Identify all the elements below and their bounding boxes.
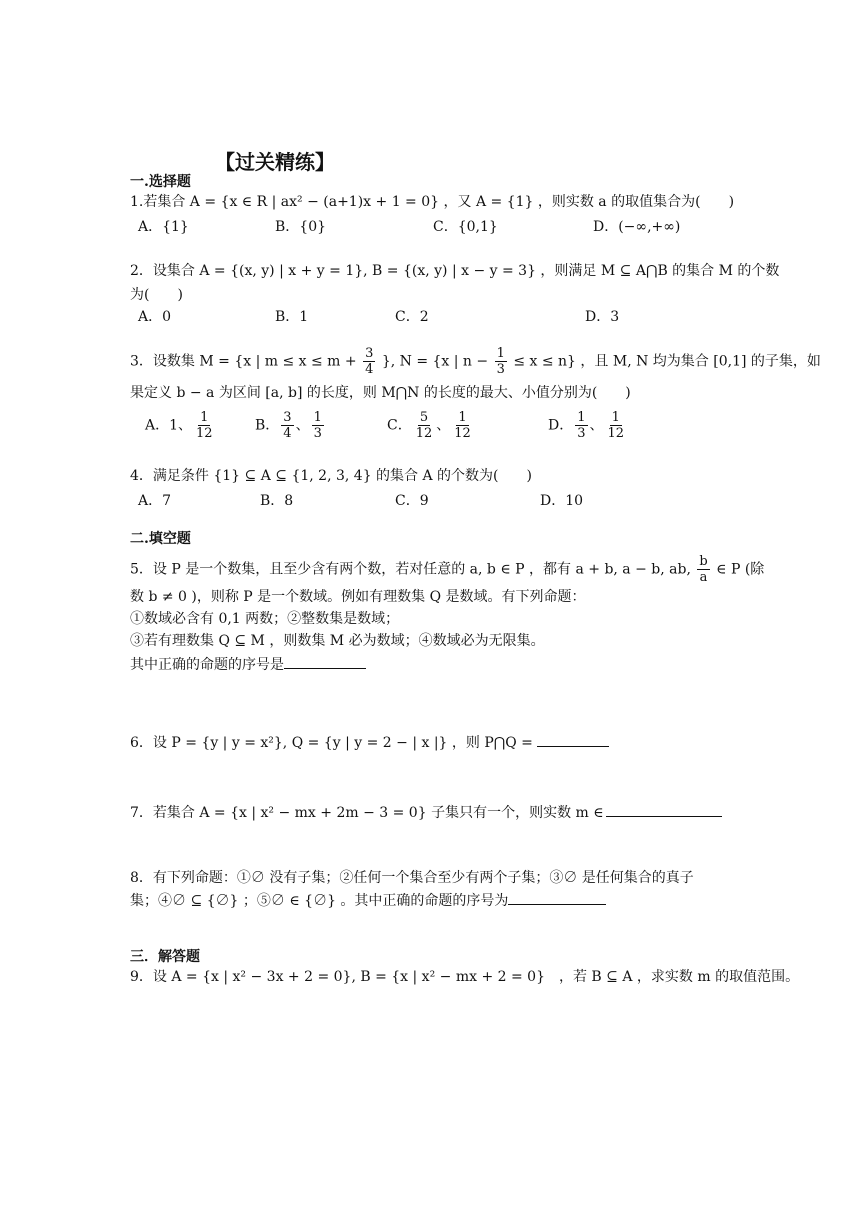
page-title: 【过关精练】 bbox=[215, 150, 335, 174]
question-2-line2: 为( ) bbox=[130, 287, 183, 303]
q2-option-a: A．0 bbox=[138, 309, 172, 325]
q3-fraction-1-3 bbox=[495, 346, 507, 377]
option-fraction bbox=[575, 410, 587, 441]
q1-option-c: C．{0,1} bbox=[433, 219, 498, 235]
q7-text: 7．若集合 A = {x | x² − mx + 2m − 3 = 0} 子集只有一个，则实数 m ∈ bbox=[130, 805, 604, 821]
q5-text-part-b: ∈ P (除 bbox=[716, 561, 765, 578]
fraction-numerator: 5 bbox=[419, 410, 429, 425]
option-label: C． bbox=[387, 417, 412, 434]
q6-answer-blank[interactable] bbox=[537, 732, 609, 747]
question-5-line1 bbox=[130, 554, 764, 585]
fraction-denominator: 12 bbox=[454, 426, 471, 441]
q2-option-b: B．1 bbox=[275, 309, 309, 325]
fraction-denominator: 12 bbox=[607, 426, 625, 441]
question-5-line5 bbox=[130, 654, 366, 675]
fraction-denominator: a bbox=[699, 570, 708, 585]
q8-text: 集；④∅ ⊆ {∅} ；⑤∅ ∈ {∅} 。其中正确的命题的序号为 bbox=[130, 893, 509, 909]
question-8-line2 bbox=[130, 890, 606, 911]
fraction-numerator: 1 bbox=[577, 410, 586, 425]
question-5-line2: 数 b ≠ 0 )，则称 P 是一个数域。例如有理数集 Q 是数域。有下列命题： bbox=[130, 589, 586, 605]
question-7-line bbox=[130, 802, 722, 823]
fraction-numerator: 1 bbox=[200, 410, 209, 425]
fraction-numerator: 3 bbox=[365, 346, 374, 361]
q3-option-b bbox=[255, 410, 326, 441]
question-8-line1: 8．有下列命题：①∅ 没有子集；②任何一个集合至少有两个子集；③∅ 是任何集合的真子 bbox=[130, 870, 694, 886]
fraction-denominator: 4 bbox=[365, 362, 374, 377]
q4-option-b: B．8 bbox=[260, 493, 294, 509]
fraction-denominator: 4 bbox=[283, 426, 292, 441]
option-fraction bbox=[281, 410, 293, 441]
fraction-denominator: 12 bbox=[196, 426, 213, 441]
question-2-line1: 2．设集合 A = {(x, y) | x + y = 1}, B = {(x, y) | x − y = 3} ，则满足 M ⊆ A⋂B 的集合 M 的个数 bbox=[130, 263, 780, 279]
section-heading-solve: 三．解答题 bbox=[130, 949, 200, 965]
fraction-numerator: 1 bbox=[496, 346, 505, 361]
question-4-text: 4．满足条件 {1} ⊆ A ⊆ {1, 2, 3, 4} 的集合 A 的个数为( ) bbox=[130, 468, 532, 484]
q5-fraction-b-a bbox=[697, 554, 709, 585]
q1-option-d: D．(−∞,+∞) bbox=[593, 219, 681, 235]
q5-text-part-a: 5．设 P 是一个数集，且至少含有两个数，若对任意的 a, b ∈ P ，都有 a + b, a − b, ab, bbox=[130, 561, 691, 578]
q2-option-d: D．3 bbox=[585, 309, 620, 325]
fraction-denominator: 3 bbox=[313, 426, 322, 441]
option-fraction bbox=[194, 410, 215, 441]
question-5-line4: ③若有理数集 Q ⊆ M ，则数集 M 必为数域；④数域必为无限集。 bbox=[130, 633, 545, 649]
fraction-numerator: 1 bbox=[313, 410, 322, 425]
option-label: B． bbox=[255, 417, 280, 434]
q3-text-part-b: }, N = {x | n − bbox=[381, 353, 489, 370]
q3-option-c bbox=[387, 410, 475, 441]
q4-option-d: D．10 bbox=[540, 493, 584, 509]
question-3-line2: 果定义 b − a 为区间 [a, b] 的长度，则 M⋂N 的长度的最大、小值分别为( ) bbox=[130, 385, 631, 401]
q8-answer-blank[interactable] bbox=[508, 890, 606, 905]
q6-text: 6．设 P = {y | y = x²}, Q = {y | y = 2 − | x |} ，则 P⋂Q = bbox=[130, 735, 533, 751]
fraction-numerator: 3 bbox=[283, 410, 292, 425]
q3-option-a bbox=[145, 410, 217, 441]
q5-answer-blank[interactable] bbox=[284, 654, 366, 669]
question-5-line3: ①数域必含有 0,1 两数；②整数集是数域； bbox=[130, 611, 400, 627]
option-fraction bbox=[312, 410, 324, 441]
question-1-text: 1.若集合 A = {x ∈ R | ax² − (a+1)x + 1 = 0} ，又 A = {1} ，则实数 a 的取值集合为( ) bbox=[130, 194, 735, 210]
option-separator: 、 bbox=[295, 417, 310, 434]
option-separator: 、 bbox=[589, 417, 604, 434]
q5-text-part-c: 其中正确的命题的序号是 bbox=[130, 657, 284, 673]
q4-option-a: A．7 bbox=[138, 493, 172, 509]
fraction-numerator: b bbox=[699, 554, 708, 569]
q1-option-b: B．{0} bbox=[275, 219, 327, 235]
q3-fraction-3-4 bbox=[363, 346, 375, 377]
fraction-denominator: 3 bbox=[496, 362, 505, 377]
option-label: D． bbox=[548, 417, 574, 434]
question-9-text: 9．设 A = {x | x² − 3x + 2 = 0}, B = {x | x² − mx + 2 = 0} ，若 B ⊆ A ，求实数 m 的取值范围。 bbox=[130, 969, 800, 985]
option-fraction bbox=[606, 410, 627, 441]
q3-option-d bbox=[548, 410, 628, 441]
question-6-line bbox=[130, 732, 609, 753]
q3-text-part-a: 3．设数集 M = {x | m ≤ x ≤ m + bbox=[130, 353, 357, 370]
q4-option-c: C．9 bbox=[395, 493, 429, 509]
option-separator: 、 bbox=[436, 417, 451, 434]
fraction-denominator: 3 bbox=[577, 426, 586, 441]
question-3-line1 bbox=[130, 346, 821, 377]
option-fraction bbox=[414, 410, 435, 441]
fraction-denominator: 12 bbox=[415, 426, 433, 441]
q3-text-part-c: ≤ x ≤ n} ，且 M, N 均为集合 [0,1] 的子集，如 bbox=[513, 353, 821, 370]
q1-option-a: A．{1} bbox=[138, 219, 189, 235]
fraction-numerator: 1 bbox=[458, 410, 467, 425]
q7-answer-blank[interactable] bbox=[606, 802, 722, 817]
option-fraction bbox=[452, 410, 473, 441]
q2-option-c: C．2 bbox=[395, 309, 429, 325]
option-label: A．1、 bbox=[145, 417, 193, 434]
section-heading-fill: 二.填空题 bbox=[130, 531, 191, 547]
section-heading-choice: 一.选择题 bbox=[130, 174, 191, 190]
fraction-numerator: 1 bbox=[611, 410, 620, 425]
